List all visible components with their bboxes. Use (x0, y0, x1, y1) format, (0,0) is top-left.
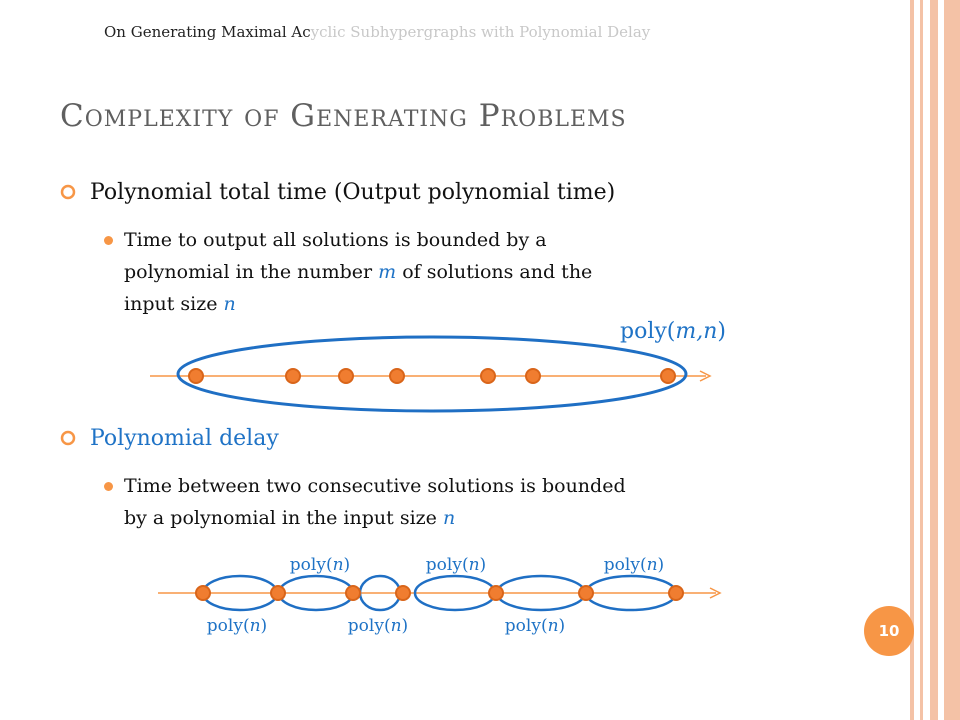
header-text-dark: On Generating Maximal Ac (104, 23, 311, 41)
page-number-badge: 10 (864, 606, 914, 656)
solution-point (396, 586, 410, 600)
solution-point (346, 586, 360, 600)
solution-point (196, 586, 210, 600)
solution-point (489, 586, 503, 600)
solution-point (271, 586, 285, 600)
delay-label-bottom: poly(n) (504, 616, 566, 636)
diagram1-label: poly(m,n) (620, 319, 727, 344)
delay-label-top: poly(n) (425, 555, 487, 575)
delay-label-bottom: poly(n) (206, 616, 268, 636)
delay-label-top: poly(n) (289, 555, 351, 575)
section2-heading: Polynomial delay (90, 426, 279, 451)
solution-point (579, 586, 593, 600)
section1-sub-line2: polynomial in the number m of solutions and the (124, 261, 593, 283)
section1-sub-line1: Time to output all solutions is bounded by a (124, 229, 547, 251)
header-text-faded: yclic Subhypergraphs with Polynomial Delay (310, 23, 651, 41)
section1-heading: Polynomial total time (Output polynomial time) (90, 180, 616, 205)
delay-label-top: poly(n) (603, 555, 665, 575)
section1-sub-line3: input size n (124, 293, 236, 315)
delay-label-bottom: poly(n) (347, 616, 409, 636)
section2-sub-line2: by a polynomial in the input size n (124, 507, 456, 529)
section2-sub-line1: Time between two consecutive solutions is bounded (124, 475, 626, 497)
solution-point (669, 586, 683, 600)
slide-title: Complexity of Generating Problems (60, 98, 627, 134)
